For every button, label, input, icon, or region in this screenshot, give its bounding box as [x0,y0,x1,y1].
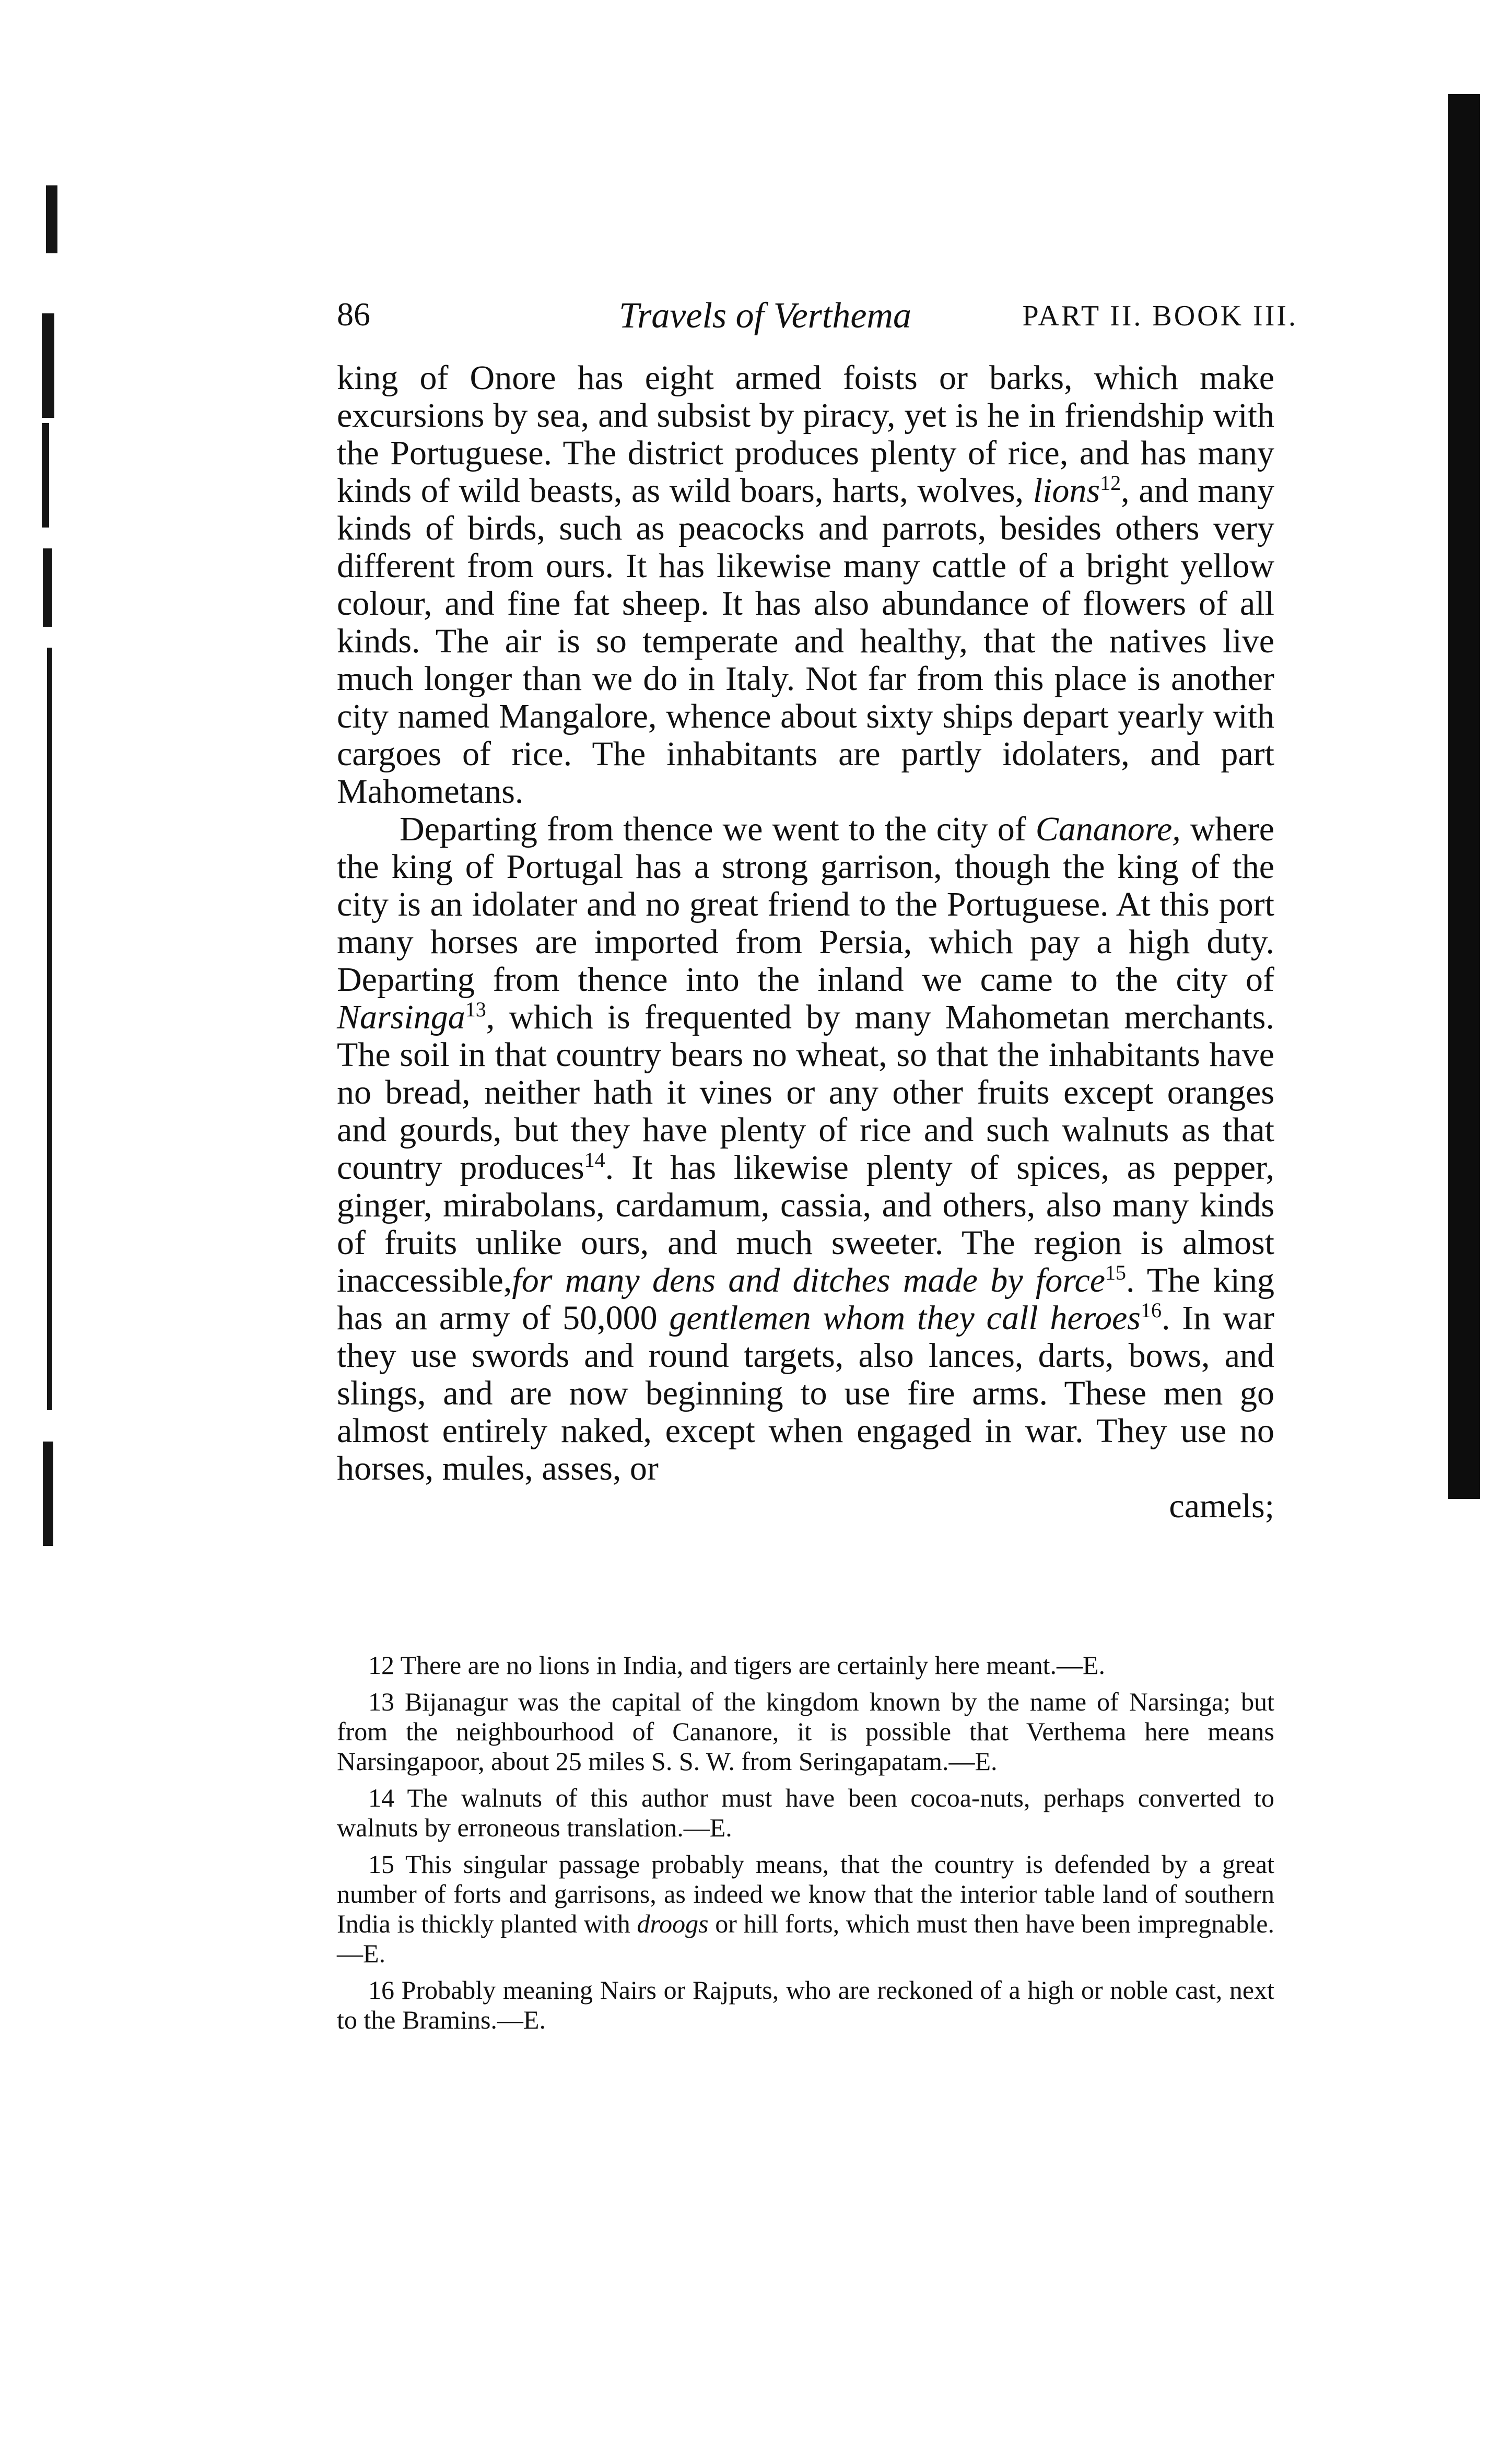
text-run: 15 This singular passage probably means, that the country is defended by a great number of forts and garrisons, as indeed we know that the interior table land of southern India is thickly planted with [337,1849,1274,1938]
italic-text: Narsinga [337,998,465,1036]
page-number: 86 [337,296,370,333]
text-run: or hill forts, which must then have been impregnable.—E. [337,1909,1274,1968]
section-label: PART II. BOOK III. [1022,300,1298,332]
footnote-ref: 12 [1100,471,1121,495]
running-title: Travels of Verthema [619,296,911,336]
body-text [337,359,1274,1525]
footnotes [337,1650,1274,2042]
italic-text: droogs [637,1909,709,1938]
text-run: where the king of Portugal has a strong garrison, though the king of the city is an idolater and no great friend to the Portuguese. At this port many horses are imported from Persia, which pay a high duty. Departing from thence into the inland we came to the city of [337,810,1274,999]
scan-mark [46,185,57,253]
paragraph [337,359,1274,811]
text-run: Departing from thence we went to the city of [400,810,1036,848]
scan-mark [42,313,54,418]
text-run: king of Onore has eight armed foists or barks, which make excursions by sea, and subsist by piracy, yet is he in friendship with the Portuguese. The district produces plenty of rice, and has many kinds of wild beasts, as wild boars, harts, wolves, [337,359,1274,510]
scan-mark [43,1442,53,1546]
italic-text: gentlemen whom they call heroes [669,1299,1141,1337]
footnote-ref: 14 [584,1148,605,1172]
italic-text: lions [1033,472,1100,510]
footnote-14: 14 The walnuts of this author must have been cocoa-nuts, perhaps converted to walnuts by erroneous translation.—E. [337,1783,1274,1842]
text-run: . In war they use swords and round targets, also lances, darts, bows, and slings, and are now beginning to use fire arms. These men go almost entirely naked, except when engaged in war. They use no horses, mules, asses, or [337,1299,1274,1487]
catchword: camels; [1169,1487,1274,1525]
scan-mark [47,648,52,1410]
scan-mark [42,423,49,528]
footnote-ref: 15 [1105,1261,1127,1284]
footnote-ref: 13 [465,998,486,1021]
text-run: . It has likewise plenty of spices, as pepper, ginger, mirabolans, cardamum, cassia, and others, also many kinds of fruits unlike ours, and much sweeter. The region is almost inaccessible, [337,1149,1274,1299]
running-header [337,290,1298,339]
italic-text: Cananore, [1035,810,1181,848]
text-run: , and many kinds of birds, such as peacocks and parrots, besides others very different from ours. It has likewise many cattle of a bright yellow colour, and fine fat sheep. It has also abundance of flowers of all kinds. The air is so temperate and healthy, that the natives live much longer than we do in Italy. Not far from this place is another city named Mangalore, whence about sixty ships depart yearly with cargoes of rice. The inhabitants are partly idolaters, and part Mahometans. [337,472,1274,811]
footnote-13: 13 Bijanagur was the capital of the kingdom known by the name of Narsinga; but from the neighbourhood of Cananore, it is possible that Verthema here means Narsingapoor, about 25 miles S. S. W. from Seringapatam.—E. [337,1687,1274,1776]
scan-binding-shadow [1448,94,1480,1499]
footnote-16: 16 Probably meaning Nairs or Rajputs, who are reckoned of a high or noble cast, next to the Bramins.—E. [337,1975,1274,2034]
footnote-12: 12 There are no lions in India, and tigers are certainly here meant.—E. [368,1650,1106,1680]
scan-mark [43,548,52,627]
italic-text: for many dens and ditches made by force [512,1261,1106,1299]
text-run: . The king has an army of 50,000 [337,1261,1274,1337]
footnote-ref: 16 [1140,1298,1162,1322]
text-run: , which is frequented by many Mahometan merchants. The soil in that country bears no wheat, so that the inhabitants have no bread, neither hath it vines or any other fruits except oranges and gourds, but they have plenty of rice and such walnuts as that country produces [337,998,1274,1187]
footnote-15 [337,1849,1274,1969]
paragraph [337,811,1274,1525]
